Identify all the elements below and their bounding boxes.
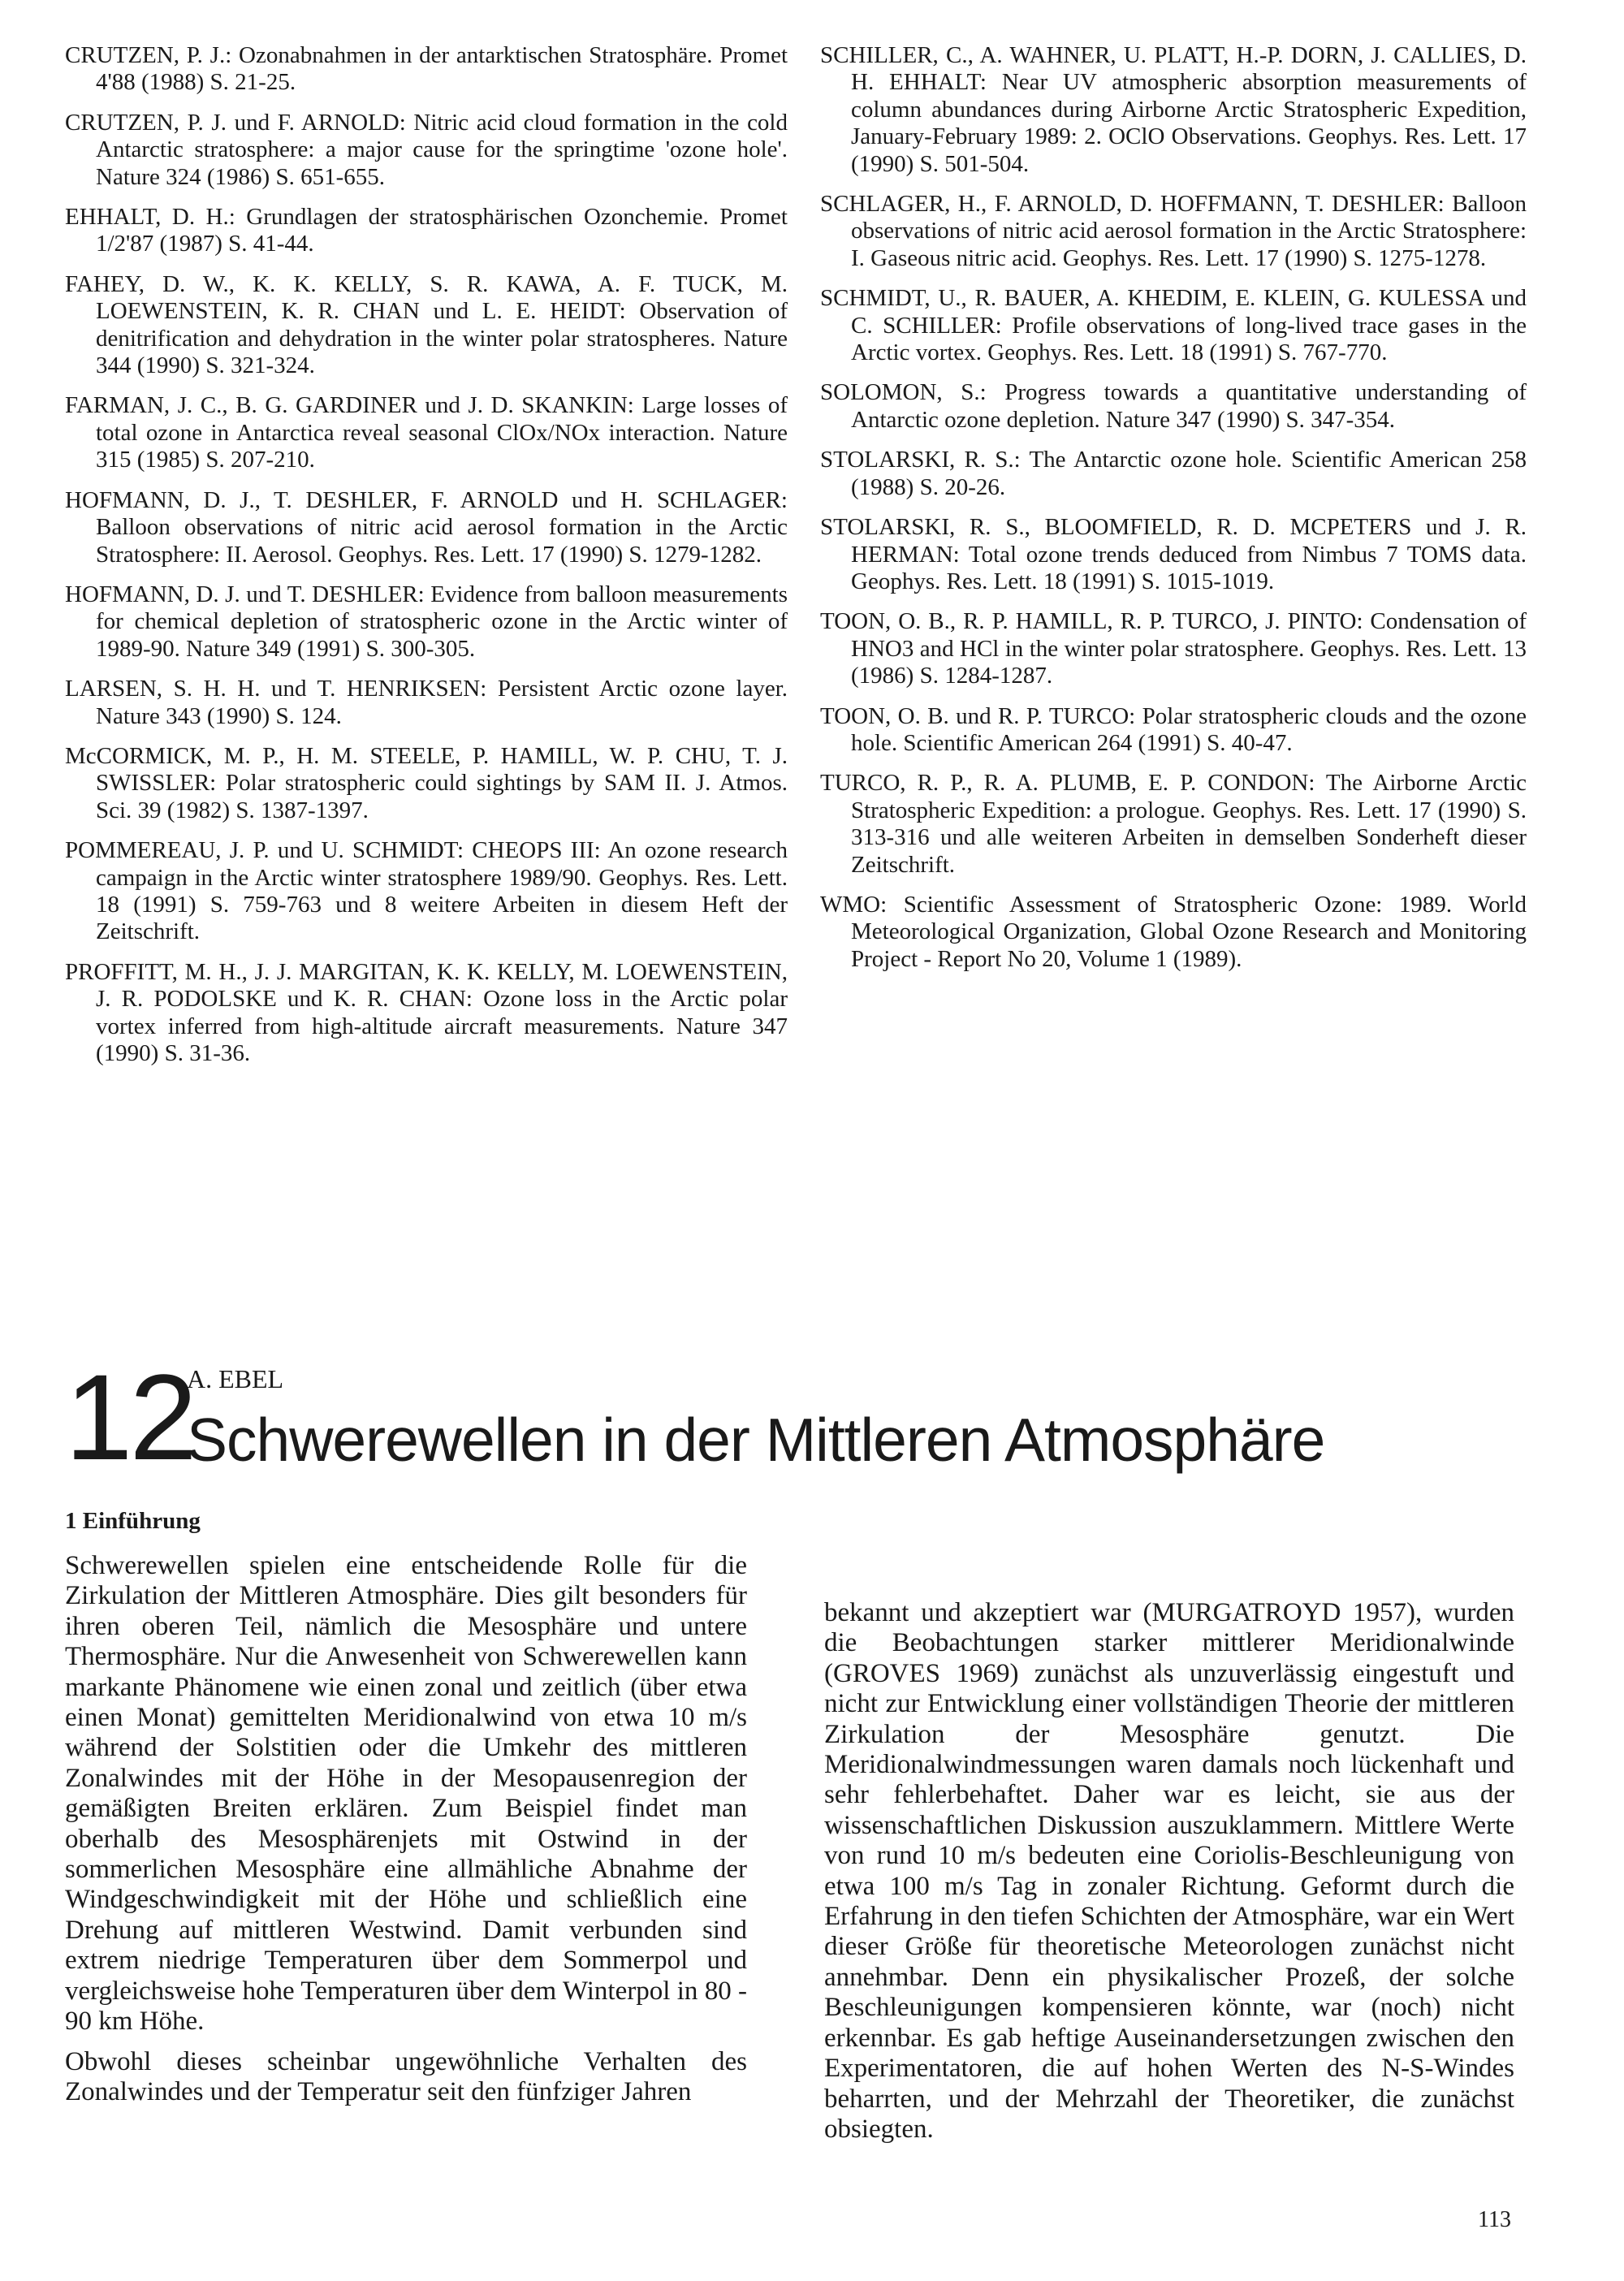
reference-entry: CRUTZEN, P. J.: Ozonabnahmen in der antarktischen Stratosphäre. Promet 4'88 (1988) S. 21-25. <box>65 42 788 96</box>
section-heading: 1 Einführung <box>65 1508 201 1534</box>
reference-entry: HOFMANN, D. J., T. DESHLER, F. ARNOLD und H. SCHLAGER: Balloon observations of nitric acid aerosol formation in the Arctic Stratosphere: II. Aerosol. Geophys. Res. Lett. 17 (1990) S. 1279-1282. <box>65 486 788 568</box>
reference-entry: FARMAN, J. C., B. G. GARDINER und J. D. SKANKIN: Large losses of total ozone in Antarctica reveal seasonal ClOx/NOx interaction. Nature 315 (1985) S. 207-210. <box>65 392 788 473</box>
reference-entry: STOLARSKI, R. S., BLOOMFIELD, R. D. MCPETERS und J. R. HERMAN: Total ozone trends deduced from Nimbus 7 TOMS data. Geophys. Res. Lett. 18 (1991) S. 1015-1019. <box>820 514 1527 594</box>
reference-entry: SCHILLER, C., A. WAHNER, U. PLATT, H.-P. DORN, J. CALLIES, D. H. EHHALT: Near UV atmospheric absorption measurements of column abundances during Airborne Arctic Stratospheric Expedition, January-February 1989: 2. OClO Observations. Geophys. Res. Lett. 17 (1990) S. 501-504. <box>820 42 1527 177</box>
reference-entry: FAHEY, D. W., K. K. KELLY, S. R. KAWA, A. F. TUCK, M. LOEWENSTEIN, K. R. CHAN und L. E. HEIDT: Observation of denitrification and dehydration in the winter polar stratospheres. Nature 344 (1990) S. 321-324. <box>65 270 788 379</box>
references-left-column <box>65 42 788 1080</box>
chapter-author: A. EBEL <box>187 1364 284 1393</box>
reference-entry: PROFFITT, M. H., J. J. MARGITAN, K. K. KELLY, M. LOEWENSTEIN, J. R. PODOLSKE und K. R. CHAN: Ozone loss in the Arctic polar vortex inferred from high-altitude aircraft measurements. Nature 347 (1990) S. 31-36. <box>65 958 788 1066</box>
reference-entry: SOLOMON, S.: Progress towards a quantitative understanding of Antarctic ozone depletion. Nature 347 (1990) S. 347-354. <box>820 379 1527 433</box>
reference-entry: TOON, O. B., R. P. HAMILL, R. P. TURCO, J. PINTO: Condensation of HNO3 and HCl in the winter polar stratosphere. Geophys. Res. Lett. 13 (1986) S. 1284-1287. <box>820 608 1527 689</box>
reference-entry: TOON, O. B. und R. P. TURCO: Polar stratospheric clouds and the ozone hole. Scientific American 264 (1991) S. 40-47. <box>820 702 1527 756</box>
reference-entry: SCHMIDT, U., R. BAUER, A. KHEDIM, E. KLEIN, G. KULESSA und C. SCHILLER: Profile observations of long-lived trace gases in the Arctic vortex. Geophys. Res. Lett. 18 (1991) S. 767-770. <box>820 285 1527 366</box>
reference-entry: CRUTZEN, P. J. und F. ARNOLD: Nitric acid cloud formation in the cold Antarctic stratosphere: a major cause for the springtime 'ozone hole'. Nature 324 (1986) S. 651-655. <box>65 109 788 190</box>
reference-entry: WMO: Scientific Assessment of Stratospheric Ozone: 1989. World Meteorological Organization, Global Ozone Research and Monitoring Project - Report No 20, Volume 1 (1989). <box>820 891 1527 972</box>
page-number: 113 <box>1478 2207 1511 2232</box>
reference-entry: McCORMICK, M. P., H. M. STEELE, P. HAMILL, W. P. CHU, T. J. SWISSLER: Polar stratospheric could sightings by SAM II. J. Atmos. Sci. 39 (1982) S. 1387-1397. <box>65 742 788 823</box>
reference-entry: POMMEREAU, J. P. und U. SCHMIDT: CHEOPS III: An ozone research campaign in the Arctic winter stratosphere 1989/90. Geophys. Res. Lett. 18 (1991) S. 759-763 und 8 weitere Arbeiten in diesem Heft der Zeitschrift. <box>65 837 788 945</box>
body-paragraph: Obwohl dieses scheinbar ungewöhnliche Verhalten des Zonalwindes und der Temperatur seit den fünfziger Jahren <box>65 2046 747 2106</box>
reference-entry: TURCO, R. P., R. A. PLUMB, E. P. CONDON: The Airborne Arctic Stratospheric Expedition: a prologue. Geophys. Res. Lett. 17 (1990) S. 313-316 und alle weiteren Arbeiten in demselben Sonderheft dieser Zeitschrift. <box>820 770 1527 878</box>
reference-entry: SCHLAGER, H., F. ARNOLD, D. HOFFMANN, T. DESHLER: Balloon observations of nitric acid aerosol formation in the Arctic Stratosphere: I. Gaseous nitric acid. Geophys. Res. Lett. 17 (1990) S. 1275-1278. <box>820 191 1527 271</box>
references-right-column <box>820 42 1527 986</box>
reference-entry: LARSEN, S. H. H. und T. HENRIKSEN: Persistent Arctic ozone layer. Nature 343 (1990) S. 124. <box>65 676 788 729</box>
chapter-header <box>65 1348 1543 1543</box>
reference-entry: EHHALT, D. H.: Grundlagen der stratosphärischen Ozonchemie. Promet 1/2'87 (1987) S. 41-44. <box>65 204 788 257</box>
chapter-title: Schwerewellen in der Mittleren Atmosphäre <box>187 1406 1325 1474</box>
body-right-column <box>824 1598 1514 2154</box>
body-paragraph: bekannt und akzeptiert war (MURGATROYD 1957), wurden die Beobachtungen starker mittlerer Meridionalwinde (GROVES 1969) zunächst als unzuverlässig eingestuft und nicht zur Entwicklung einer vollständigen Theorie der mittleren Zirkulation der Mesosphäre genutzt. Die Meridionalwindmessungen waren damals noch lückenhaft und sehr fehlerbehaftet. Daher war es leicht, sie aus der wissenschaftlichen Diskussion auszuklammern. Mittlere Werte von rund 10 m/s bedeuten eine Coriolis-Beschleunigung von etwa 100 m/s Tag in zonaler Richtung. Geformt durch die Erfahrung in den tiefen Schichten der Atmosphäre, war ein Wert dieser Größe für theoretische Meteorologen zunächst nicht annehmbar. Denn ein physikalischer Prozeß, der solche Beschleunigungen kompensieren könnte, war (noch) nicht erkennbar. Es gab heftige Auseinandersetzungen zwischen den Experimentatoren, die auf hohen Werten des N-S-Windes beharrten, und der Mehrzahl der Theoretiker, die zunächst obsiegten. <box>824 1598 1514 2144</box>
reference-entry: STOLARSKI, R. S.: The Antarctic ozone hole. Scientific American 258 (1988) S. 20-26. <box>820 447 1527 500</box>
reference-entry: HOFMANN, D. J. und T. DESHLER: Evidence from balloon measurements for chemical depletion of stratospheric ozone in the Arctic winter of 1989-90. Nature 349 (1991) S. 300-305. <box>65 581 788 662</box>
body-left-column <box>65 1551 747 2117</box>
body-paragraph: Schwerewellen spielen eine entscheidende Rolle für die Zirkulation der Mittleren Atmosphäre. Dies gilt besonders für ihren oberen Teil, nämlich die Mesosphäre und untere Thermosphäre. Nur die Anwesenheit von Schwerewellen kann markante Phänomene wie einen zonal und zeitlich (über etwa einen Monat) gemittelten Meridionalwind von etwa 10 m/s während der Solstitien oder die Umkehr des mittleren Zonalwindes mit der Höhe in der Mesopausenregion der gemäßigten Breiten erklären. Zum Beispiel findet man oberhalb des Mesosphärenjets mit Ostwind in der sommerlichen Mesosphäre eine allmähliche Abnahme der Windgeschwindigkeit mit der Höhe und schließlich eine Drehung auf mittleren Westwind. Damit verbunden sind extrem niedrige Temperaturen über dem Sommerpol und vergleichsweise hohe Temperaturen über dem Winterpol in 80 - 90 km Höhe. <box>65 1551 747 2037</box>
chapter-number: 12 <box>65 1349 194 1485</box>
